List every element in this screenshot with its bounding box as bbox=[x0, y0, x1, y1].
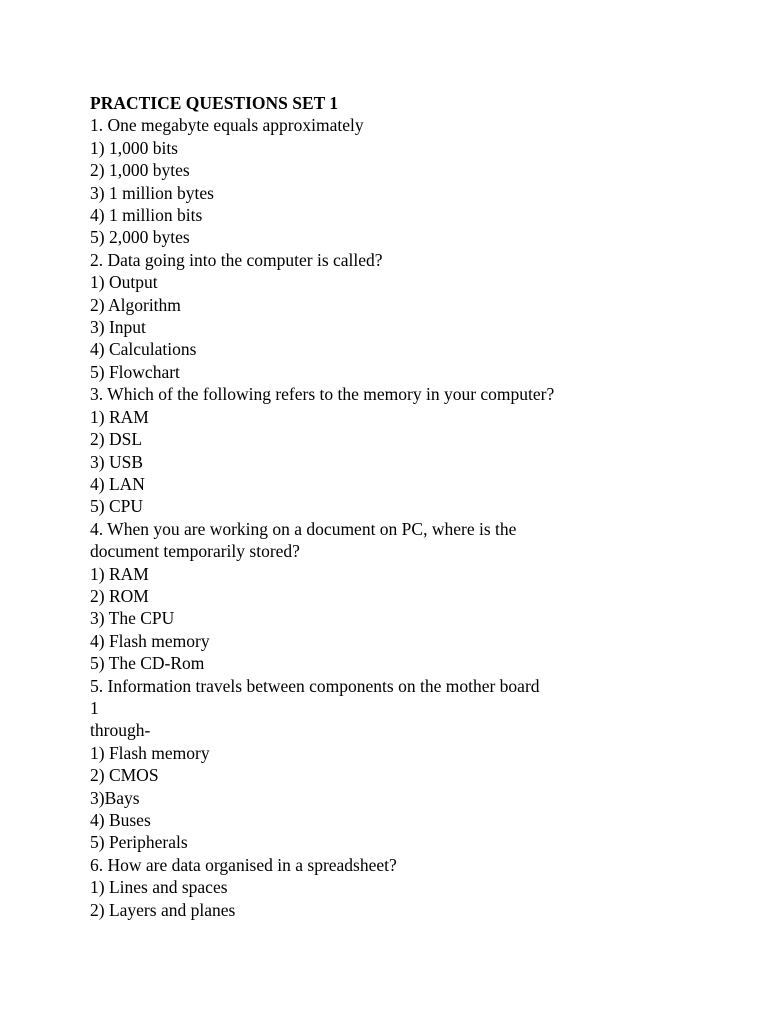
question-1-text: 1. One megabyte equals approximately bbox=[90, 115, 364, 136]
document-title: PRACTICE QUESTIONS SET 1 bbox=[90, 93, 339, 113]
question-4-option-1: 1) RAM bbox=[90, 563, 149, 584]
question-5-option-3: 3)Bays bbox=[90, 787, 140, 808]
question-3-option-1: 1) RAM bbox=[90, 406, 149, 427]
document-body bbox=[90, 92, 730, 921]
question-6-text: 6. How are data organised in a spreadsheet? bbox=[90, 854, 397, 875]
question-5-option-1: 1) Flash memory bbox=[90, 742, 210, 763]
question-5-text-continued: through- bbox=[90, 720, 151, 741]
question-2-option-3: 3) Input bbox=[90, 317, 146, 338]
question-3-option-3: 3) USB bbox=[90, 451, 143, 472]
question-1-option-4: 4) 1 million bits bbox=[90, 205, 203, 226]
question-1-option-2: 2) 1,000 bytes bbox=[90, 160, 190, 181]
question-3-option-4: 4) LAN bbox=[90, 473, 145, 494]
question-4-option-5: 5) The CD-Rom bbox=[90, 653, 205, 674]
question-3-option-2: 2) DSL bbox=[90, 429, 143, 450]
question-4-option-3: 3) The CPU bbox=[90, 608, 175, 629]
question-3-option-5: 5) CPU bbox=[90, 496, 143, 517]
question-4-text: 4. When you are working on a document on PC, where is the bbox=[90, 518, 517, 539]
question-5-text: 5. Information travels between components on the mother board bbox=[90, 675, 540, 696]
page-number: 1 bbox=[90, 697, 99, 718]
question-2-option-5: 5) Flowchart bbox=[90, 361, 180, 382]
question-2-text: 2. Data going into the computer is called? bbox=[90, 249, 383, 270]
question-4-text-continued: document temporarily stored? bbox=[90, 541, 300, 562]
question-2-option-4: 4) Calculations bbox=[90, 339, 197, 360]
question-1-option-3: 3) 1 million bytes bbox=[90, 182, 214, 203]
question-4-option-4: 4) Flash memory bbox=[90, 630, 210, 651]
question-3-text: 3. Which of the following refers to the memory in your computer? bbox=[90, 384, 555, 405]
question-5-option-5: 5) Peripherals bbox=[90, 832, 188, 853]
question-5-option-2: 2) CMOS bbox=[90, 765, 159, 786]
question-1-option-5: 5) 2,000 bytes bbox=[90, 227, 190, 248]
question-2-option-1: 1) Output bbox=[90, 272, 158, 293]
question-5-option-4: 4) Buses bbox=[90, 810, 151, 830]
question-6-option-1: 1) Lines and spaces bbox=[90, 877, 228, 898]
question-2-option-2: 2) Algorithm bbox=[90, 294, 181, 315]
question-1-option-1: 1) 1,000 bits bbox=[90, 137, 178, 158]
question-4-option-2: 2) ROM bbox=[90, 585, 149, 606]
question-6-option-2: 2) Layers and planes bbox=[90, 899, 236, 920]
